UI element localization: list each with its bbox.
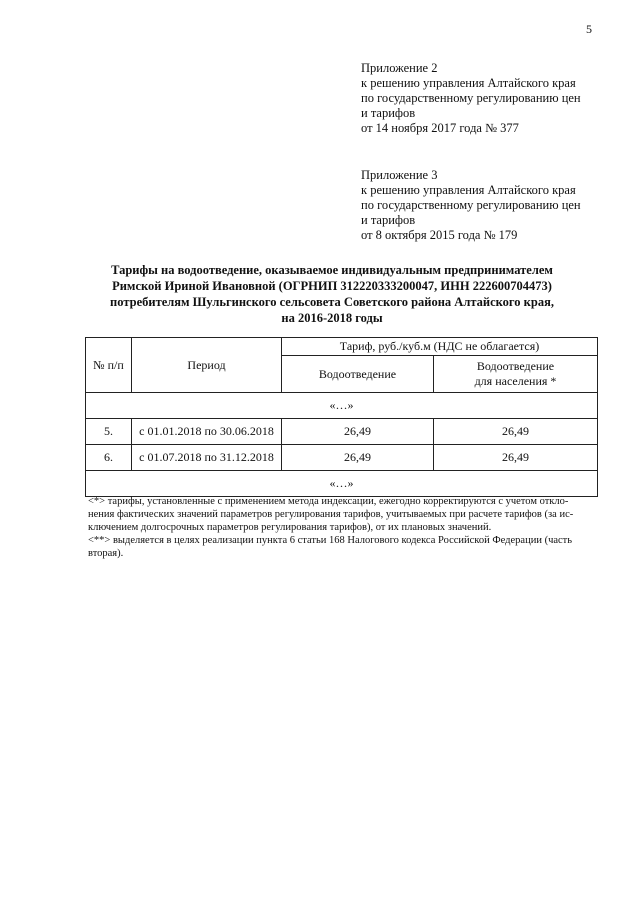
ellipsis-row-top: «…» <box>86 393 598 419</box>
table-row <box>86 419 598 445</box>
footnote-line: нения фактических значений параметров регулирования тарифов, учитываемых при расчете тарифов (за ис- <box>88 509 574 520</box>
header-num: № п/п <box>86 338 132 393</box>
row-sewerage: 26,49 <box>282 445 434 471</box>
header-tariff-group: Тариф, руб./куб.м (НДС не облагается) <box>282 338 598 356</box>
title-line: Тарифы на водоотведение, оказываемое индивидуальным предпринимателем <box>111 263 553 277</box>
appendix-3-line: от 8 октября 2015 года № 179 <box>361 228 518 242</box>
header-population-line2: для населения * <box>474 374 557 388</box>
page-number: 5 <box>586 22 592 36</box>
appendix-2-line: и тарифов <box>361 106 416 120</box>
appendix-2-line: по государственному регулированию цен <box>361 91 581 105</box>
appendix-2-line: от 14 ноября 2017 года № 377 <box>361 121 519 135</box>
appendix-3-header <box>361 168 611 243</box>
ellipsis-row-bottom: «…» <box>86 471 598 497</box>
header-population-line1: Водоотведение <box>476 359 555 373</box>
row-num: 6. <box>86 445 132 471</box>
appendix-3-line: и тарифов <box>361 213 416 227</box>
appendix-2-line: к решению управления Алтайского края <box>361 76 576 90</box>
header-sewerage: Водоотведение <box>282 356 434 393</box>
document-title <box>60 262 604 326</box>
appendix-3-line: Приложение 3 <box>361 168 438 182</box>
title-line: на 2016-2018 годы <box>281 311 383 325</box>
row-num: 5. <box>86 419 132 445</box>
footnote-line: вторая). <box>88 548 124 559</box>
tariff-table <box>85 337 598 497</box>
header-period: Период <box>132 338 282 393</box>
appendix-2-line: Приложение 2 <box>361 61 438 75</box>
appendix-2-header <box>361 61 611 136</box>
row-period: с 01.01.2018 по 30.06.2018 <box>132 419 282 445</box>
row-period: с 01.07.2018 по 31.12.2018 <box>132 445 282 471</box>
row-population: 26,49 <box>434 445 598 471</box>
table-row <box>86 445 598 471</box>
title-line: потребителям Шульгинского сельсовета Советского района Алтайского края, <box>110 295 554 309</box>
footnote-line: <*> тарифы, установленные с применением метода индексации, ежегодно корректируются с учетом откло- <box>88 496 569 507</box>
title-line: Римской Ириной Ивановной (ОГРНИП 312220333200047, ИНН 222600704473) <box>112 279 552 293</box>
row-population: 26,49 <box>434 419 598 445</box>
row-sewerage: 26,49 <box>282 419 434 445</box>
appendix-3-line: по государственному регулированию цен <box>361 198 581 212</box>
footnote-line: ключением долгосрочных параметров регулирования тарифов), от их плановых значений. <box>88 522 492 533</box>
footnote-line: <**> выделяется в целях реализации пункта 6 статьи 168 Налогового кодекса Российской Федерации (часть <box>88 535 573 546</box>
footnotes <box>88 495 600 560</box>
appendix-3-line: к решению управления Алтайского края <box>361 183 576 197</box>
header-population <box>434 356 598 393</box>
